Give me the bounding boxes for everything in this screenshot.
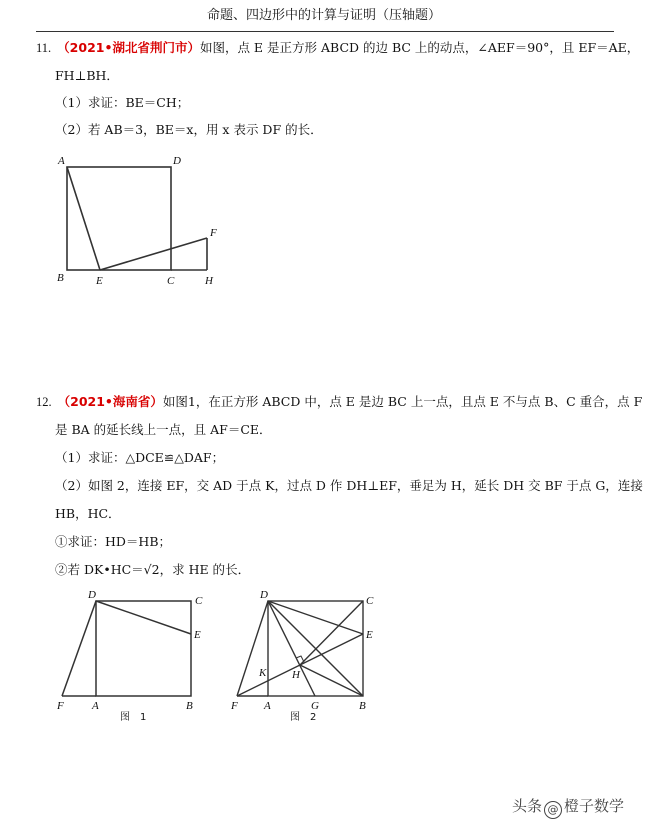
q11-stem-2: FH⊥BH． [55,68,119,83]
fig2-label-a: A [264,700,271,712]
fig2-label-d: D [260,589,268,601]
q12-number: 12. [36,395,52,409]
watermark-name: 橙子数学 [563,797,624,815]
fig1-label-d: D [88,589,96,601]
q11-segment-ae [67,167,100,270]
q12-stem-2: 是 BA 的延长线上一点，且 AF＝CE． [55,422,272,437]
q12-stem-1: 如图1，在正方形 ABCD 中，点 E 是边 BC 上一点，且点 E 不与点 B、C 重合，点 F [162,394,643,409]
fig2-segment-df [237,601,268,696]
q11-part2: （2）若 AB＝3，BE＝x，用 x 表示 DF 的长． [55,122,323,137]
q11-line1 [36,40,639,56]
q11-number: 11. [36,41,52,55]
q12-sub1: ①求证：HD＝HB； [55,534,172,549]
fig2-label-k: K [259,667,267,679]
fig1-label-a: A [92,700,99,712]
fig2-caption: 图 2 [290,712,317,723]
fig1-caption: 图 1 [120,712,147,723]
q12-figure-2 [225,586,385,726]
fig1-label-b: B [186,700,193,712]
fig2-label-b: B [359,700,366,712]
q11-label-h: H [205,275,213,287]
q12-figure-1 [50,586,220,726]
watermark [512,795,624,819]
q11-label-f: F [210,227,217,239]
fig2-label-c: C [366,595,374,607]
fig2-label-h: H [292,669,300,681]
fig1-label-c: C [195,595,203,607]
q12-part2-1: （2）如图 2，连接 EF，交 AD 于点 K，过点 D 作 DH⊥EF，垂足为 H，延长 DH 交 BF 于点 G，连接 [55,478,643,493]
fig1-segment-de [96,601,191,634]
header-rule [36,31,614,32]
q11-label-d: D [173,155,181,167]
fig2-segment-hb [300,665,363,696]
at-icon: @ [544,801,562,819]
fig1-square-abcd [96,601,191,696]
q12-source: （2021•海南省） [57,394,163,409]
q11-figure [50,150,230,290]
q11-stem-1: 如图，点 E 是正方形 ABCD 的边 BC 上的动点，∠AEF＝90°，且 EF＝AE， [199,40,640,55]
q12-part2-2: HB，HC． [55,506,121,521]
q11-label-a: A [58,155,65,167]
fig2-segment-hc [300,601,363,665]
q11-source: （2021•湖北省荆门市） [57,40,200,55]
q11-part1: （1）求证：BE＝CH； [55,95,190,110]
q11-label-c: C [167,275,175,287]
watermark-prefix: 头条 [511,797,542,815]
q11-label-b: B [57,272,64,284]
fig2-label-g: G [311,700,319,712]
page-header-title: 命题、四边形中的计算与证明（压轴题） [206,8,441,23]
q12-part1: （1）求证：△DCE≌△DAF； [55,450,225,465]
fig1-label-e: E [194,629,201,641]
fig2-label-f: F [231,700,238,712]
q12-sub2: ②若 DK•HC＝√2，求 HE 的长． [55,562,251,577]
q11-segment-ef [100,238,207,270]
q11-square-abcd [67,167,171,270]
fig1-label-f: F [57,700,64,712]
fig2-label-e: E [366,629,373,641]
q11-label-e: E [96,275,103,287]
fig1-segment-df [62,601,96,696]
q12-line1 [36,394,642,410]
